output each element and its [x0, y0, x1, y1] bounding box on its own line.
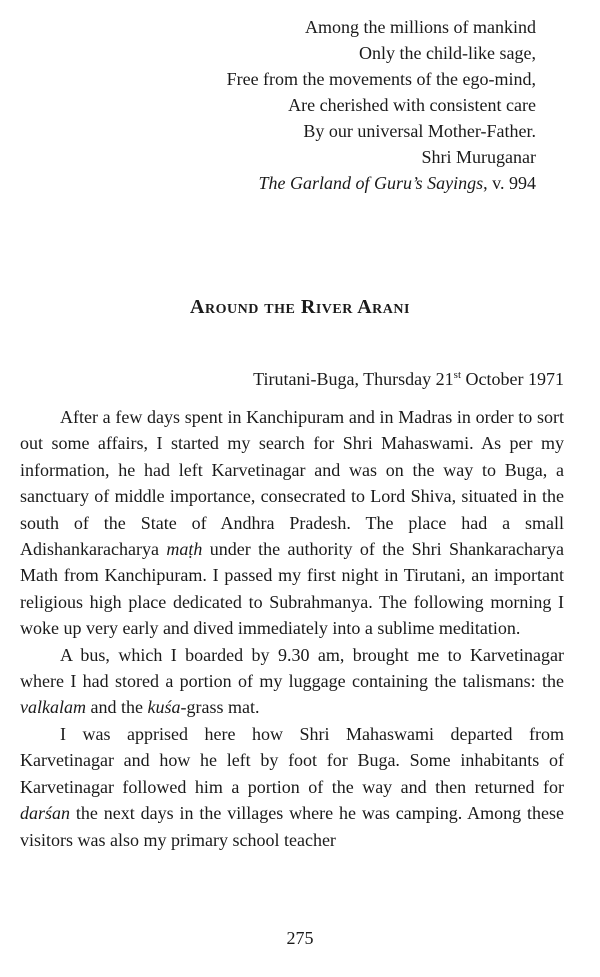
italic-term: valkalam	[20, 697, 86, 718]
paragraph-text: A bus, which I boarded by 9.30 am, brought me to Karvetinagar where I had stored a portion of my luggage containing the talismans: the	[20, 644, 564, 692]
paragraph-text: and the	[85, 697, 148, 718]
body-text	[20, 404, 564, 853]
italic-term: darśan	[20, 803, 71, 824]
epigraph-source	[227, 170, 536, 196]
dateline-superscript: st	[453, 369, 462, 381]
body-paragraph	[20, 721, 564, 853]
epigraph-line: By our universal Mother-Father.	[303, 121, 536, 141]
paragraph-text: After a few days spent in Kanchipuram and in Madras in order to sort out some affairs, I started my search for Shri Mahaswami. As per my information, he had left Karvetinagar and was on the way to Buga, a sanctuary of middle importance, consecrated to Lord Shiva, situated in the south of the State of Andhra Pradesh. The place had a small Adishankaracharya	[20, 407, 564, 560]
paragraph-text: the next days in the villages where he was camping. Among these visitors was also my primary school teacher	[20, 803, 564, 850]
paragraph-text: under the authority of the Shri Shankaracharya Math from Kanchipuram. I passed my first night in Tirutani, an important religious high place dedicated to Subrahmanya. The following morning I woke up very early and dived immediately into a sublime meditation.	[20, 539, 564, 639]
dateline	[253, 369, 564, 390]
body-paragraph	[20, 642, 564, 721]
chapter-title: Around the River Arani	[190, 296, 410, 318]
epigraph-source-title: The Garland of Guru’s Sayings	[258, 173, 484, 193]
epigraph	[227, 14, 536, 196]
epigraph-line: Only the child-like sage,	[359, 43, 536, 63]
epigraph-source-verse: , v. 994	[483, 173, 536, 193]
dateline-text: Tirutani-Buga, Thursday 21	[253, 369, 454, 389]
italic-term: maṭh	[166, 539, 203, 560]
epigraph-author: Shri Muruganar	[421, 147, 536, 167]
paragraph-text: I was apprised here how Shri Mahaswami departed from Karvetinagar and how he left by foot for Buga. Some inhabitants of Karvetinagar followed him a portion of the way and then returned for	[20, 723, 564, 797]
dateline-text-end: October 1971	[461, 369, 564, 389]
body-paragraph	[20, 404, 564, 642]
page-number: 275	[286, 928, 314, 948]
epigraph-line: Among the millions of mankind	[305, 17, 536, 37]
italic-term: kuśa	[147, 697, 181, 718]
epigraph-line: Are cherished with consistent care	[288, 95, 536, 115]
paragraph-text: -grass mat.	[180, 697, 260, 718]
epigraph-line: Free from the movements of the ego-mind,	[226, 69, 536, 89]
